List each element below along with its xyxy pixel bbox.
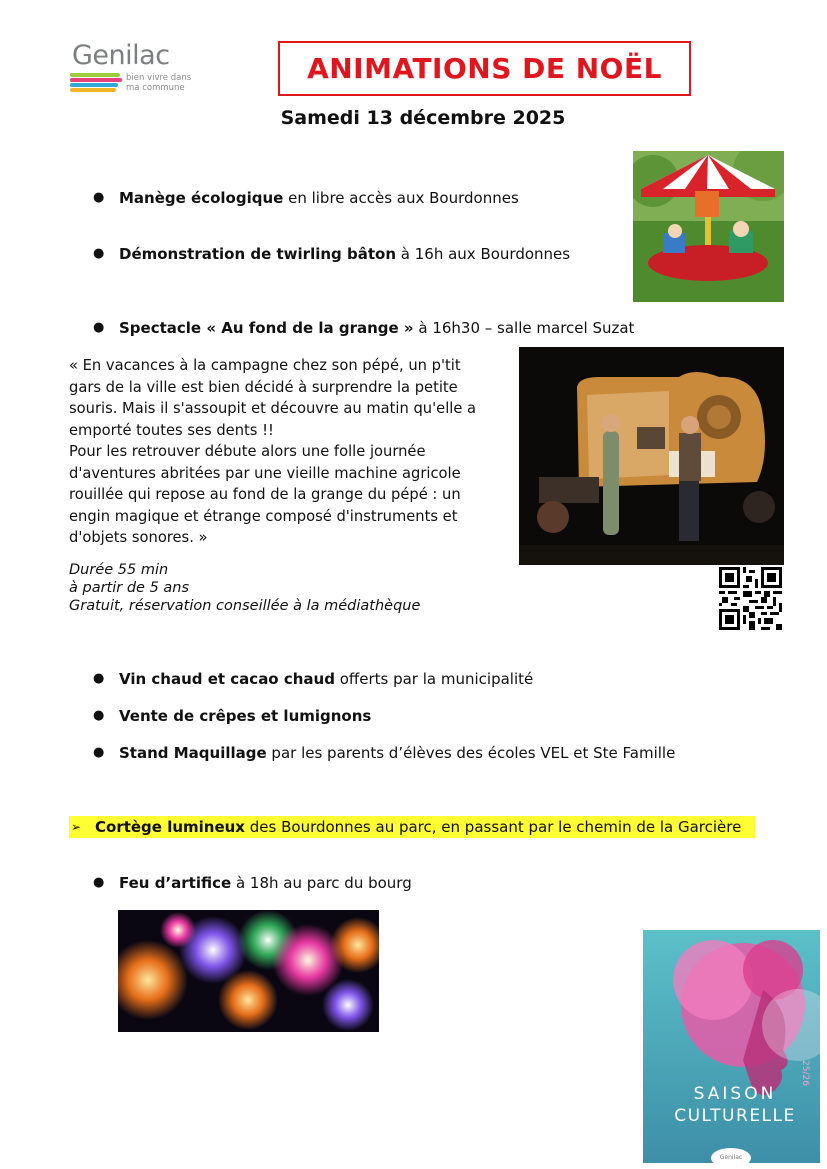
carousel-photo [633,151,784,302]
poster-saison: SAISON [693,1084,777,1104]
poster-culturelle: CULTURELLE [674,1106,796,1126]
event-date: Samedi 13 décembre 2025 [280,107,566,129]
show-details: Durée 55 min à partir de 5 ans Gratuit, réservation conseillée à la médiathèque [69,562,421,614]
qr-code[interactable] [719,567,782,630]
cortege-highlight: ➢ Cortège lumineux des Bourdonnes au parc, en passant par le chemin de la Garcière [69,816,755,838]
poster-brand: Genilac [719,1154,743,1161]
genilac-logo [68,40,198,98]
title-box [278,41,691,96]
logo-tagline: bien vivre dans ma commune [126,73,192,93]
fireworks-photo [118,910,379,1032]
poster-season: 25/26 [800,1060,810,1086]
logo-color-bars [70,73,122,95]
page-title: ANIMATIONS DE NOËL [307,52,662,85]
culture-season-poster [643,930,820,1163]
arrow-bullet-icon: ➢ [71,820,82,834]
logo-wordmark: Genilac [72,40,170,71]
show-photo [519,347,784,565]
show-description: « En vacances à la campagne chez son pépé, un p'tit gars de la ville est bien décidé à surprendre la petite souris. Mais il s'assoupit et découvre au matin qu'elle a emporté toutes ses dents !! Pour les retrouver débute alors une folle journée d'aventures abritées par une vieille machine agricole rouillée qui repose au fond de la grange du pépé : un engin magique et étrange composé d'instruments et d'objets sonores. » [69,357,477,546]
